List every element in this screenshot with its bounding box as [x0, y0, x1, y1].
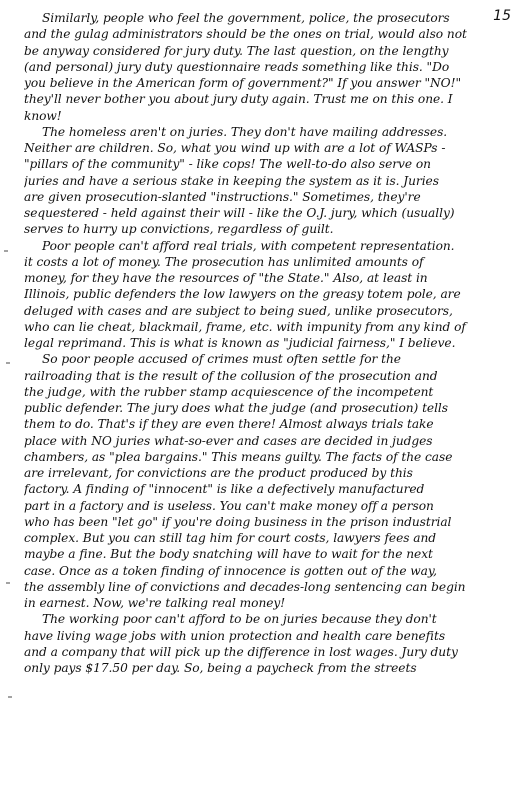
- text-line: they'll never bother you about jury duty again. Trust me on this one. I: [24, 92, 453, 107]
- scan-speck: [4, 250, 8, 252]
- paragraph: [24, 238, 500, 352]
- text-line: (and personal) jury duty questionnaire reads something like this. "Do: [24, 59, 450, 74]
- text-line: deluged with cases and are subject to being sued, unlike prosecutors,: [24, 303, 453, 318]
- text-line: juries and have a serious stake in keeping the system as it is. Juries: [24, 173, 439, 188]
- text-line: legal reprimand. This is what is known as "judicial fairness," I believe.: [24, 336, 456, 350]
- text-line: it costs a lot of money. The prosecution has unlimited amounts of: [24, 254, 424, 269]
- text-line: the judge, with the rubber stamp acquiescence of the incompetent: [24, 384, 434, 399]
- text-line: public defender. The jury does what the judge (and prosecution) tells: [24, 401, 448, 415]
- text-line: who has been "let go" if you're doing business in the prison industrial: [24, 514, 452, 529]
- text-line: The working poor can't afford to be on juries because they don't: [42, 612, 437, 627]
- text-line: are given prosecution-slanted "instructions." Sometimes, they're: [24, 189, 421, 204]
- text-line: money, for they have the resources of "the State." Also, at least in: [24, 271, 428, 285]
- text-line: Illinois, public defenders the low lawyers on the greasy totem pole, are: [24, 287, 461, 302]
- text-line: factory. A finding of "innocent" is like a defectively manufactured: [24, 482, 425, 497]
- text-line: "pillars of the community" - like cops! The well-to-do also serve on: [24, 157, 431, 172]
- text-line: in earnest. Now, we're talking real money!: [24, 596, 286, 610]
- text-line: the assembly line of convictions and decades-long sentencing can begin: [24, 579, 466, 594]
- text-line: serves to hurry up convictions, regardless of guilt.: [24, 222, 334, 237]
- text-line: maybe a fine. But the body snatching will have to wait for the next: [24, 547, 433, 562]
- text-line: who can lie cheat, blackmail, frame, etc. with impunity from any kind of: [24, 319, 466, 334]
- text-line: sequestered - held against their will - like the O.J. jury, which (usually): [24, 206, 455, 220]
- body-text: [24, 10, 500, 676]
- text-line: them to do. That's if they are even there! Almost always trials take: [24, 417, 434, 432]
- text-line: have living wage jobs with union protection and health care benefits: [24, 628, 446, 643]
- page-number: 15: [493, 8, 511, 24]
- paragraph: [24, 124, 500, 238]
- scan-speck: [8, 696, 12, 698]
- scan-speck: [6, 582, 10, 584]
- text-line: are irrelevant, for convictions are the product produced by this: [24, 466, 413, 480]
- paragraph: [24, 351, 500, 611]
- text-line: Neither are children. So, what you wind up with are a lot of WASPs -: [24, 141, 446, 155]
- scan-speck: [6, 362, 10, 364]
- text-line: part in a factory and is useless. You can't make money off a person: [24, 498, 434, 513]
- text-line: you believe in the American form of government?" If you answer "NO!": [24, 76, 461, 90]
- text-line: and the gulag administrators should be the ones on trial, would also not: [24, 27, 467, 42]
- text-line: So poor people accused of crimes must often settle for the: [42, 352, 401, 367]
- text-line: only pays $17.50 per day. So, being a paycheck from the streets: [24, 661, 417, 675]
- text-line: complex. But you can still tag him for court costs, lawyers fees and: [24, 531, 437, 545]
- text-line: railroading that is the result of the collusion of the prosecution and: [24, 368, 438, 383]
- paragraph: [24, 10, 500, 124]
- text-line: be anyway considered for jury duty. The last question, on the lengthy: [24, 43, 449, 58]
- text-line: Similarly, people who feel the government, police, the prosecutors: [42, 11, 450, 25]
- text-line: and a company that will pick up the difference in lost wages. Jury duty: [24, 644, 458, 659]
- text-line: case. Once as a token finding of innocence is gotten out of the way,: [24, 563, 437, 578]
- text-line: The homeless aren't on juries. They don't have mailing addresses.: [42, 124, 448, 139]
- text-line: chambers, as "plea bargains." This means guilty. The facts of the case: [24, 449, 453, 464]
- text-line: know!: [24, 108, 62, 123]
- paragraph: [24, 611, 500, 676]
- text-line: Poor people can't afford real trials, with competent representation.: [42, 238, 455, 253]
- text-line: place with NO juries what-so-ever and cases are decided in judges: [24, 433, 433, 448]
